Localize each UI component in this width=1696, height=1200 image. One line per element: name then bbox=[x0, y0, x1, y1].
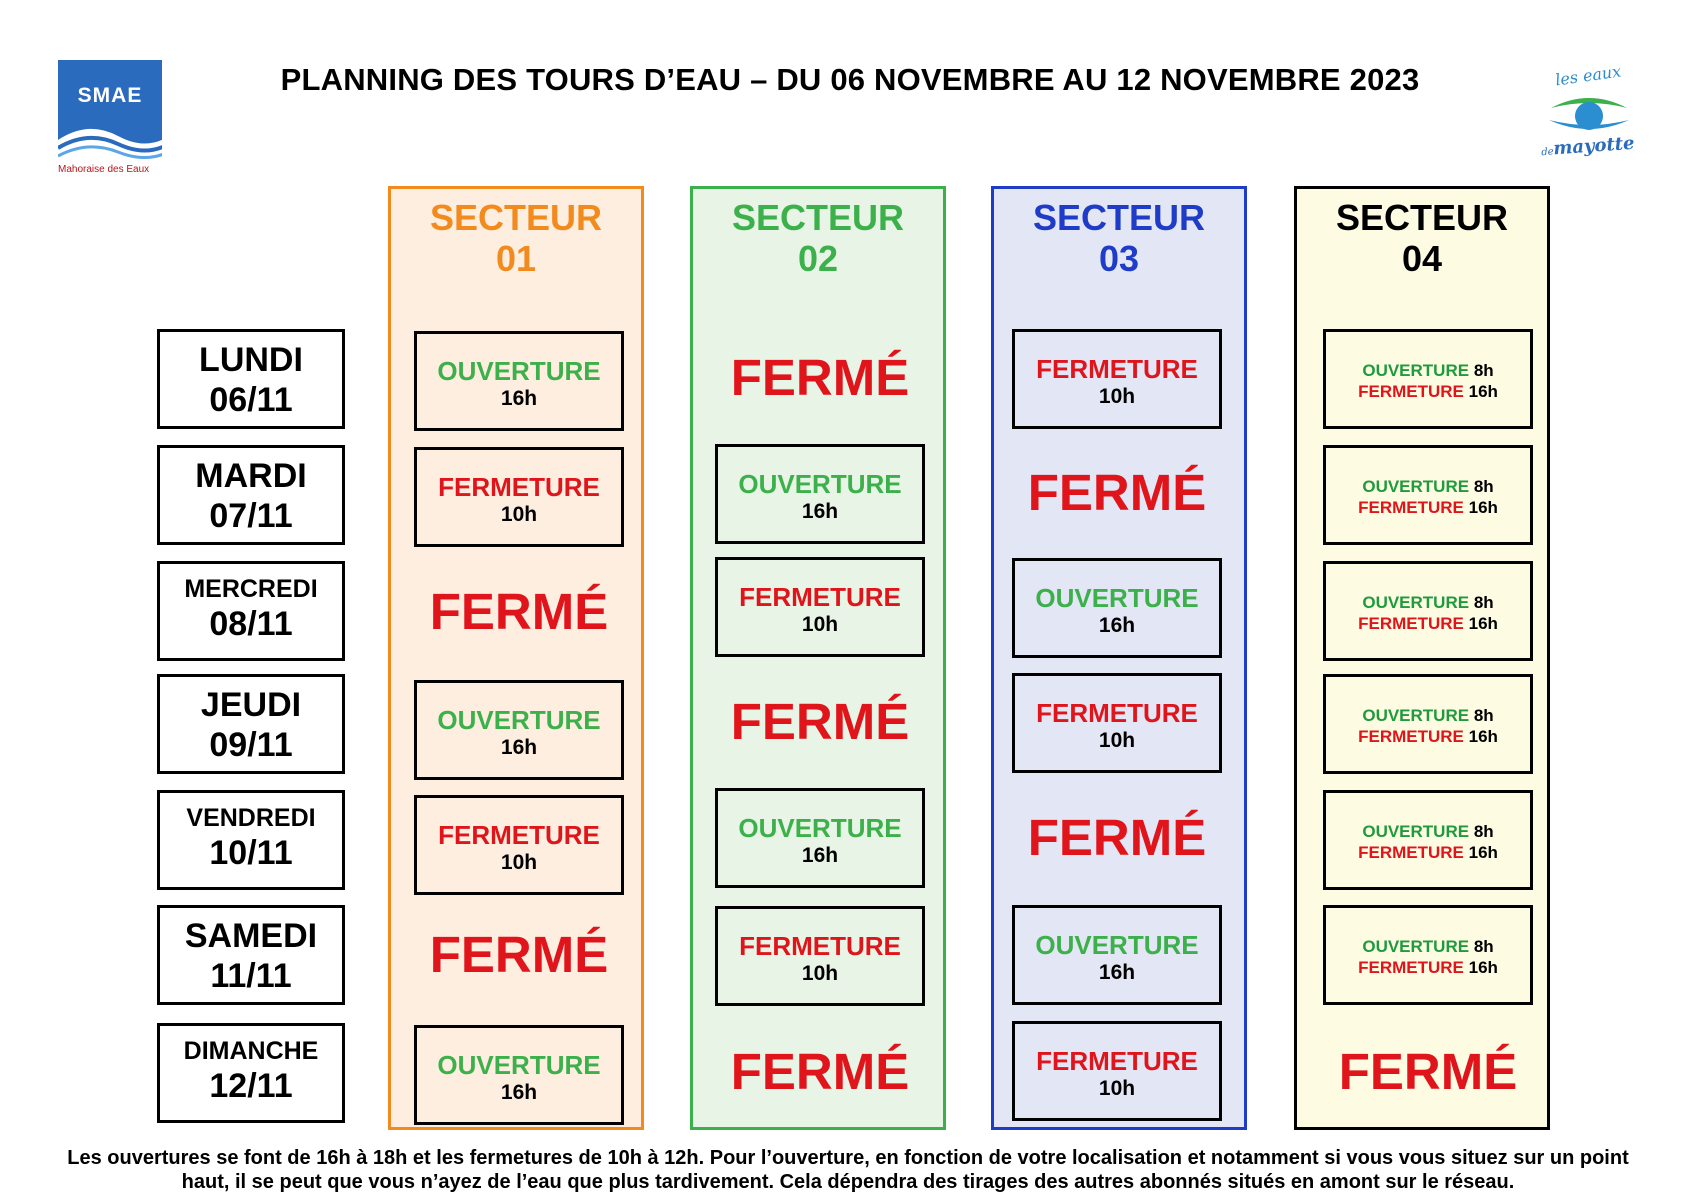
smae-logo-mark bbox=[58, 60, 162, 160]
schedule-cell: OUVERTURE 8h FERMETURE 16h bbox=[1323, 905, 1533, 1005]
schedule-cell: OUVERTURE 16h bbox=[414, 331, 624, 431]
day-label: DIMANCHE 12/11 bbox=[157, 1023, 345, 1123]
day-label: JEUDI 09/11 bbox=[157, 674, 345, 774]
schedule-cell: OUVERTURE 16h bbox=[414, 1025, 624, 1125]
mayotte-logo-top: les eaux bbox=[1554, 61, 1623, 90]
schedule-cell: FERMETURE 10h bbox=[1012, 1021, 1222, 1121]
schedule-cell: OUVERTURE 8h FERMETURE 16h bbox=[1323, 674, 1533, 774]
smae-logo-text: SMAE bbox=[77, 84, 143, 107]
sector-01-header: SECTEUR 01 bbox=[429, 197, 603, 279]
schedule-cell: FERMETURE 10h bbox=[715, 906, 925, 1006]
eaux-de-mayotte-logo bbox=[1535, 62, 1645, 172]
schedule-cell: FERMETURE 10h bbox=[1012, 673, 1222, 773]
footnote-line-1: Les ouvertures se font de 16h à 18h et les fermetures de 10h à 12h. Pour l’ouverture, en fonction de votre localisation et notamment si vous vous situez sur un point bbox=[67, 1147, 1629, 1169]
mayotte-logo-bottom: demayotte bbox=[1540, 132, 1636, 160]
schedule-cell: OUVERTURE 16h bbox=[715, 788, 925, 888]
schedule-cell: OUVERTURE 8h FERMETURE 16h bbox=[1323, 561, 1533, 661]
footnote bbox=[18, 1146, 1678, 1194]
day-label: MARDI 07/11 bbox=[157, 445, 345, 545]
closed-label: FERMÉ bbox=[429, 583, 609, 640]
smae-logo bbox=[58, 60, 172, 175]
schedule-cell: FERMETURE 10h bbox=[1012, 329, 1222, 429]
closed-label: FERMÉ bbox=[730, 349, 910, 406]
day-label: SAMEDI 11/11 bbox=[157, 905, 345, 1005]
sector-04-header: SECTEUR 04 bbox=[1335, 197, 1509, 279]
schedule-cell: OUVERTURE 8h FERMETURE 16h bbox=[1323, 445, 1533, 545]
sector-01-column bbox=[388, 186, 644, 1130]
wave-icon bbox=[58, 110, 162, 160]
schedule-cell: FERMETURE 10h bbox=[414, 447, 624, 547]
closed-label: FERMÉ bbox=[1027, 809, 1207, 866]
page-title: PLANNING DES TOURS D’EAU – DU 06 NOVEMBRE AU 12 NOVEMBRE 2023 bbox=[280, 62, 1420, 97]
smae-logo-subtitle: Mahoraise des Eaux bbox=[58, 164, 150, 175]
closed-label: FERMÉ bbox=[730, 693, 910, 750]
day-label: LUNDI 06/11 bbox=[157, 329, 345, 429]
schedule-cell: OUVERTURE 8h FERMETURE 16h bbox=[1323, 329, 1533, 429]
sector-02-header: SECTEUR 02 bbox=[731, 197, 905, 279]
closed-label: FERMÉ bbox=[1027, 464, 1207, 521]
schedule-cell: OUVERTURE 8h FERMETURE 16h bbox=[1323, 790, 1533, 890]
schedule-cell: OUVERTURE 16h bbox=[414, 680, 624, 780]
schedule-cell: FERMETURE 10h bbox=[414, 795, 624, 895]
schedule-cell: OUVERTURE 16h bbox=[1012, 558, 1222, 658]
closed-label: FERMÉ bbox=[1338, 1043, 1518, 1100]
schedule-cell: OUVERTURE 16h bbox=[715, 444, 925, 544]
day-label: MERCREDI 08/11 bbox=[157, 561, 345, 661]
water-drop-icon bbox=[1549, 88, 1629, 134]
footnote-line-2: haut, il se peut que vous n’ayez de l’eau que plus tardivement. Cela dépendra des tirages des autres abonnés situés en amont sur le réseau. bbox=[181, 1171, 1515, 1193]
sector-03-header: SECTEUR 03 bbox=[1032, 197, 1206, 279]
day-label: VENDREDI 10/11 bbox=[157, 790, 345, 890]
closed-label: FERMÉ bbox=[429, 926, 609, 983]
closed-label: FERMÉ bbox=[730, 1043, 910, 1100]
schedule-cell: FERMETURE 10h bbox=[715, 557, 925, 657]
schedule-cell: OUVERTURE 16h bbox=[1012, 905, 1222, 1005]
